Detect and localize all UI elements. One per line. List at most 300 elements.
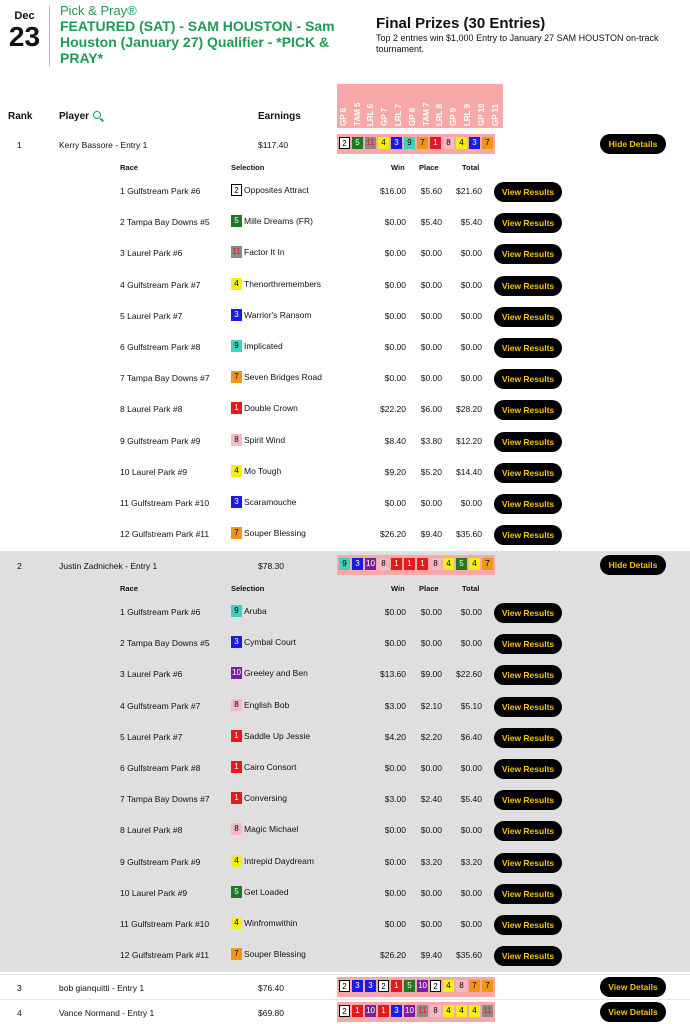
detail-horse-name: Greeley and Ben (244, 668, 308, 679)
column-header-earnings: Earnings (258, 111, 301, 122)
race-column-header (406, 84, 420, 128)
saddle-cloth-chip: 1 (404, 558, 415, 570)
row-divider (0, 999, 690, 1000)
detail-race: 11 Gulfstream Park #10 (120, 919, 210, 929)
view-details-button[interactable]: View Details (600, 1002, 666, 1022)
detail-horse-name: Souper Blessing (244, 528, 306, 539)
view-results-button[interactable]: View Results (494, 821, 562, 841)
view-results-button[interactable]: View Results (494, 525, 562, 545)
view-results-wrap (494, 525, 562, 545)
view-results-wrap (494, 213, 562, 233)
detail-total: $14.40 (456, 466, 482, 477)
view-results-button[interactable]: View Results (494, 182, 562, 202)
detail-place: $0.00 (420, 310, 442, 321)
saddle-cloth-chip: 4 (469, 558, 480, 570)
view-results-button[interactable]: View Results (494, 790, 562, 810)
detail-total: $5.40 (460, 217, 482, 228)
saddle-cloth-chip: 2 (430, 980, 441, 992)
saddle-cloth-chip: 7 (482, 558, 493, 570)
view-results-button[interactable]: View Results (494, 853, 562, 873)
detail-horse-name: Factor It In (244, 247, 285, 258)
saddle-cloth-chip: 1 (417, 558, 428, 570)
detail-row (0, 365, 690, 396)
detail-header-win: Win (391, 584, 405, 593)
saddle-cloth-chip: 2 (339, 980, 350, 992)
detail-place: $0.00 (420, 919, 442, 929)
detail-race: 5 Laurel Park #7 (120, 731, 183, 742)
detail-place: $0.00 (420, 373, 442, 384)
saddle-cloth-chip: 3 (365, 980, 376, 992)
saddle-cloth-chip: 3 (352, 558, 363, 570)
view-results-wrap (494, 276, 562, 296)
detail-race: 6 Gulfstream Park #8 (120, 763, 201, 773)
detail-selection (231, 215, 313, 227)
detail-win: $26.20 (380, 950, 406, 961)
contest-subtitle: Pick & Pray® (60, 3, 137, 18)
detail-row (0, 459, 690, 490)
detail-race: 1 Gulfstream Park #6 (120, 186, 201, 196)
saddle-cloth-chip: 9 (404, 137, 415, 149)
detail-win: $0.00 (384, 310, 406, 321)
saddle-cloth-chip: 4 (378, 137, 389, 149)
saddle-cloth-chip: 8 (443, 137, 454, 149)
saddle-cloth-chip: 1 (378, 1005, 389, 1017)
race-column-header (434, 84, 448, 128)
detail-row (0, 272, 690, 303)
detail-header-selection: Selection (231, 163, 265, 172)
saddle-cloth-chip: 1 (391, 558, 402, 570)
hide-details-button[interactable]: Hide Details (600, 134, 666, 154)
detail-horse-name: Spirit Wind (244, 434, 286, 445)
detail-row (0, 755, 690, 786)
detail-selection (231, 855, 314, 867)
detail-win: $0.00 (384, 887, 406, 898)
date-month: Dec (14, 10, 35, 22)
detail-selection (231, 886, 288, 898)
saddle-cloth-chip: 8 (231, 823, 242, 835)
detail-horse-name: Saddle Up Jessie (244, 730, 311, 741)
saddle-cloth-chip: 11 (418, 1006, 427, 1015)
view-results-button[interactable]: View Results (494, 213, 562, 233)
detail-place: $9.40 (420, 529, 442, 540)
prize-block (376, 15, 676, 55)
detail-row (0, 630, 690, 661)
entry-selection-strip (337, 134, 495, 154)
view-results-button[interactable]: View Results (494, 728, 562, 748)
detail-race: 2 Tampa Bay Downs #5 (120, 638, 210, 649)
race-column-header (337, 84, 351, 128)
entry-player-name: bob gianquitti - Entry 1 (59, 983, 145, 993)
view-results-button[interactable]: View Results (494, 603, 562, 623)
detail-total: $0.00 (460, 825, 482, 836)
detail-win: $0.00 (384, 373, 406, 384)
saddle-cloth-chip: 9 (231, 605, 242, 617)
view-results-wrap (494, 369, 562, 389)
detail-row (0, 942, 690, 973)
detail-row (0, 428, 690, 459)
detail-selection (231, 340, 283, 352)
detail-race: 11 Gulfstream Park #10 (120, 498, 210, 508)
saddle-cloth-chip: 5 (231, 215, 242, 227)
detail-total: $0.00 (460, 373, 482, 384)
saddle-cloth-chip: 8 (378, 558, 389, 570)
detail-selection (231, 371, 322, 383)
saddle-cloth-chip: 5 (231, 886, 242, 898)
detail-win: $0.00 (384, 763, 406, 773)
detail-row (0, 849, 690, 880)
detail-win: $8.40 (384, 435, 406, 446)
detail-race: 7 Tampa Bay Downs #7 (120, 794, 210, 805)
detail-total: $5.10 (460, 700, 482, 711)
detail-total: $6.40 (460, 731, 482, 742)
detail-selection (231, 402, 298, 414)
race-column-header-label: LRL 8 (435, 103, 445, 126)
view-results-wrap (494, 307, 562, 327)
race-column-header (461, 84, 475, 128)
detail-place: $3.20 (420, 856, 442, 867)
detail-total: $35.60 (456, 950, 482, 961)
view-results-wrap (494, 244, 562, 264)
view-results-button[interactable]: View Results (494, 665, 562, 685)
entry-earnings: $117.40 (258, 140, 289, 150)
detail-horse-name: Magic Michael (244, 824, 299, 835)
detail-win: $0.00 (384, 919, 406, 929)
race-column-header-label: GP 8 (407, 107, 417, 126)
view-results-wrap (494, 790, 562, 810)
detail-row (0, 396, 690, 427)
race-column-header (489, 84, 503, 128)
detail-total: $5.40 (460, 794, 482, 805)
entry-player-name: Justin Zadnichek - Entry 1 (59, 561, 158, 571)
detail-header-win: Win (391, 163, 405, 172)
saddle-cloth-chip: 1 (391, 980, 402, 992)
race-column-header-label: GP 6 (338, 107, 348, 126)
column-header-player-label: Player (59, 111, 90, 122)
hide-details-button[interactable]: Hide Details (600, 555, 666, 575)
view-results-wrap (494, 884, 562, 904)
view-results-button[interactable]: View Results (494, 759, 562, 779)
entry-actions (600, 134, 666, 154)
saddle-cloth-chip: 5 (404, 980, 415, 992)
race-column-header (365, 84, 379, 128)
detail-horse-name: Opposites Attract (244, 185, 309, 195)
column-header-rank: Rank (8, 111, 33, 122)
detail-place: $2.10 (420, 700, 442, 711)
detail-place: $0.00 (420, 887, 442, 898)
detail-place: $2.20 (420, 731, 442, 742)
detail-selection (231, 527, 306, 539)
entry-earnings: $76.40 (258, 983, 284, 993)
saddle-cloth-chip: 10 (418, 981, 427, 990)
race-column-header (420, 84, 434, 128)
detail-race: 4 Gulfstream Park #7 (120, 700, 201, 711)
race-column-header-label: GP 10 (476, 103, 486, 126)
detail-selection (231, 699, 289, 711)
detail-row (0, 693, 690, 724)
detail-total: $0.00 (460, 342, 482, 352)
view-results-button[interactable]: View Results (494, 307, 562, 327)
detail-total: $0.00 (460, 498, 482, 508)
detail-row (0, 209, 690, 240)
saddle-cloth-chip: 4 (443, 558, 454, 570)
saddle-cloth-chip: 10 (405, 1006, 414, 1015)
detail-header-place: Place (419, 584, 439, 593)
detail-race: 6 Gulfstream Park #8 (120, 342, 201, 352)
detail-place: $5.20 (420, 466, 442, 477)
saddle-cloth-chip: 9 (231, 340, 242, 352)
detail-win: $26.20 (380, 529, 406, 540)
saddle-cloth-chip: 8 (231, 434, 242, 446)
entry-actions (600, 1002, 666, 1022)
detail-total: $12.20 (456, 435, 482, 446)
saddle-cloth-chip: 10 (232, 668, 241, 678)
view-results-button[interactable]: View Results (494, 338, 562, 358)
detail-win: $0.00 (384, 279, 406, 290)
view-results-button[interactable]: View Results (494, 369, 562, 389)
entry-rank: 3 (17, 983, 22, 993)
view-results-button[interactable]: View Results (494, 400, 562, 420)
detail-selection (231, 730, 310, 742)
view-results-wrap (494, 603, 562, 623)
detail-total: $0.00 (460, 638, 482, 649)
view-results-button[interactable]: View Results (494, 494, 562, 514)
view-results-button[interactable]: View Results (494, 884, 562, 904)
view-results-button[interactable]: View Results (494, 463, 562, 483)
saddle-cloth-chip: 1 (352, 1005, 363, 1017)
saddle-cloth-chip: 7 (482, 137, 493, 149)
saddle-cloth-chip: 7 (231, 371, 242, 383)
detail-race: 9 Gulfstream Park #9 (120, 435, 201, 446)
detail-selection (231, 496, 296, 508)
detail-race: 2 Tampa Bay Downs #5 (120, 217, 210, 228)
view-results-wrap (494, 665, 562, 685)
detail-selection (231, 792, 287, 804)
saddle-cloth-chip: 2 (231, 184, 242, 196)
detail-row (0, 599, 690, 630)
entry-rank: 4 (17, 1008, 22, 1018)
saddle-cloth-chip: 2 (378, 980, 389, 992)
saddle-cloth-chip: 3 (231, 309, 242, 321)
saddle-cloth-chip: 4 (443, 1005, 454, 1017)
entry-actions (600, 977, 666, 997)
view-details-button[interactable]: View Details (600, 977, 666, 997)
detail-row (0, 661, 690, 692)
detail-horse-name: Cymbal Court (244, 637, 296, 648)
detail-win: $0.00 (384, 248, 406, 259)
saddle-cloth-chip: 4 (469, 1005, 480, 1017)
view-results-wrap (494, 432, 562, 452)
detail-race: 12 Gulfstream Park #11 (120, 529, 210, 540)
saddle-cloth-chip: 7 (482, 980, 493, 992)
race-column-header (447, 84, 461, 128)
view-results-wrap (494, 821, 562, 841)
detail-row (0, 303, 690, 334)
detail-place: $2.40 (420, 794, 442, 805)
detail-total: $0.00 (460, 607, 482, 617)
race-column-header-label: LRL 7 (394, 103, 404, 126)
detail-selection (231, 667, 308, 679)
saddle-cloth-chip: 3 (231, 636, 242, 648)
saddle-cloth-chip: 1 (231, 792, 242, 804)
detail-place: $6.00 (420, 404, 442, 415)
detail-race: 1 Gulfstream Park #6 (120, 607, 201, 617)
saddle-cloth-chip: 10 (366, 1006, 375, 1015)
detail-win: $22.20 (380, 404, 406, 415)
race-column-header-label: LRL 9 (463, 103, 473, 126)
saddle-cloth-chip: 3 (352, 980, 363, 992)
detail-total: $0.00 (460, 248, 482, 259)
view-results-button[interactable]: View Results (494, 634, 562, 654)
saddle-cloth-chip: 4 (231, 465, 242, 477)
detail-horse-name: Mo Tough (244, 465, 282, 476)
detail-place: $5.60 (420, 186, 442, 196)
saddle-cloth-chip: 11 (366, 138, 375, 147)
date-day: 23 (8, 21, 41, 52)
view-results-button[interactable]: View Results (494, 946, 562, 966)
saddle-cloth-chip: 11 (483, 1006, 492, 1015)
view-results-button[interactable]: View Results (494, 244, 562, 264)
saddle-cloth-chip: 7 (231, 948, 242, 960)
saddle-cloth-chip: 1 (430, 137, 441, 149)
saddle-cloth-chip: 1 (231, 730, 242, 742)
saddle-cloth-chip: 1 (231, 402, 242, 414)
view-results-button[interactable]: View Results (494, 915, 562, 935)
saddle-cloth-chip: 8 (430, 1005, 441, 1017)
saddle-cloth-chip: 3 (469, 137, 480, 149)
detail-horse-name: English Bob (244, 699, 290, 710)
detail-place: $0.00 (420, 498, 442, 508)
race-column-header (378, 84, 392, 128)
detail-place: $9.40 (420, 950, 442, 961)
contest-header (0, 0, 690, 75)
detail-race: 12 Gulfstream Park #11 (120, 950, 210, 961)
detail-selection (231, 823, 298, 835)
prize-description: Top 2 entries win $1,000 Entry to January 27 SAM HOUSTON on-track tournament. (376, 33, 659, 54)
detail-header-selection: Selection (231, 584, 265, 593)
detail-race: 10 Laurel Park #9 (120, 466, 188, 477)
detail-row (0, 490, 690, 521)
detail-total: $0.00 (460, 919, 482, 929)
view-results-wrap (494, 182, 562, 202)
view-results-button[interactable]: View Results (494, 432, 562, 452)
detail-win: $0.00 (384, 498, 406, 508)
saddle-cloth-chip: 5 (352, 137, 363, 149)
detail-horse-name: Warrior's Ransom (244, 309, 312, 320)
saddle-cloth-chip: 3 (391, 1005, 402, 1017)
race-column-header-label: GP 7 (380, 107, 390, 126)
detail-header-race: Race (120, 584, 138, 593)
detail-race: 3 Laurel Park #6 (120, 669, 183, 680)
view-results-wrap (494, 915, 562, 935)
detail-win: $0.00 (384, 607, 406, 617)
detail-horse-name: Implicated (244, 341, 283, 351)
race-column-header-label: TAM 7 (421, 102, 431, 126)
saddle-cloth-chip: 1 (231, 761, 242, 773)
detail-horse-name: Aruba (244, 606, 267, 616)
detail-horse-name: Double Crown (244, 403, 298, 414)
detail-race: 10 Laurel Park #9 (120, 887, 188, 898)
saddle-cloth-chip: 8 (430, 558, 441, 570)
detail-horse-name: Seven Bridges Road (244, 372, 322, 383)
detail-place: $5.40 (420, 217, 442, 228)
detail-header-total: Total (462, 584, 480, 593)
saddle-cloth-chip: 7 (231, 527, 242, 539)
detail-win: $0.00 (384, 342, 406, 352)
detail-place: $0.00 (420, 342, 442, 352)
view-results-wrap (494, 634, 562, 654)
contest-title: FEATURED (SAT) - SAM HOUSTON - Sam Houston (January 27) Qualifier - *PICK & PRAY* (60, 18, 335, 66)
detail-row (0, 724, 690, 755)
detail-win: $9.20 (384, 466, 406, 477)
detail-place: $0.00 (420, 825, 442, 836)
detail-place: $0.00 (420, 638, 442, 649)
detail-selection (231, 917, 297, 929)
detail-race: 5 Laurel Park #7 (120, 310, 183, 321)
detail-place: $9.00 (420, 669, 442, 680)
detail-row (0, 786, 690, 817)
entry-rank: 2 (17, 561, 22, 571)
detail-win: $0.00 (384, 856, 406, 867)
detail-place: $0.00 (420, 763, 442, 773)
detail-race: 4 Gulfstream Park #7 (120, 279, 201, 290)
saddle-cloth-chip: 8 (231, 699, 242, 711)
detail-selection (231, 636, 296, 648)
detail-total: $21.60 (456, 186, 482, 196)
race-column-header (351, 84, 365, 128)
detail-horse-name: Conversing (244, 793, 287, 804)
detail-selection (231, 246, 285, 258)
detail-row (0, 178, 690, 209)
date-box (0, 6, 50, 66)
detail-total: $0.00 (460, 310, 482, 321)
saddle-cloth-chip: 10 (366, 559, 375, 568)
search-icon[interactable] (93, 111, 101, 119)
detail-win: $3.00 (384, 700, 406, 711)
saddle-cloth-chip: 9 (339, 558, 350, 570)
entry-rank: 1 (17, 140, 22, 150)
detail-race: 8 Laurel Park #8 (120, 825, 183, 836)
entry-player-name: Vance Normand - Entry 1 (59, 1008, 155, 1018)
contest-title-block (60, 3, 360, 66)
view-results-button[interactable]: View Results (494, 276, 562, 296)
detail-total: $22.60 (456, 669, 482, 680)
detail-total: $35.60 (456, 529, 482, 540)
entry-selection-strip (337, 1002, 495, 1022)
detail-total: $28.20 (456, 404, 482, 415)
detail-place: $3.80 (420, 435, 442, 446)
saddle-cloth-chip: 7 (469, 980, 480, 992)
race-column-headers (337, 84, 503, 128)
column-header-player (59, 111, 101, 122)
prize-title: Final Prizes (30 Entries) (376, 15, 546, 32)
detail-total: $0.00 (460, 279, 482, 290)
detail-place: $0.00 (420, 279, 442, 290)
detail-header-total: Total (462, 163, 480, 172)
detail-horse-name: Get Loaded (244, 886, 289, 897)
entry-earnings: $69.80 (258, 1008, 284, 1018)
view-results-button[interactable]: View Results (494, 697, 562, 717)
entry-earnings: $78.30 (258, 561, 284, 571)
detail-total: $0.00 (460, 763, 482, 773)
saddle-cloth-chip: 8 (456, 980, 467, 992)
row-divider (0, 974, 690, 975)
saddle-cloth-chip: 4 (443, 980, 454, 992)
detail-total: $0.00 (460, 887, 482, 898)
entry-selection-strip (337, 555, 495, 575)
saddle-cloth-chip: 11 (232, 247, 241, 257)
detail-race: 9 Gulfstream Park #9 (120, 856, 201, 867)
detail-selection (231, 184, 309, 196)
